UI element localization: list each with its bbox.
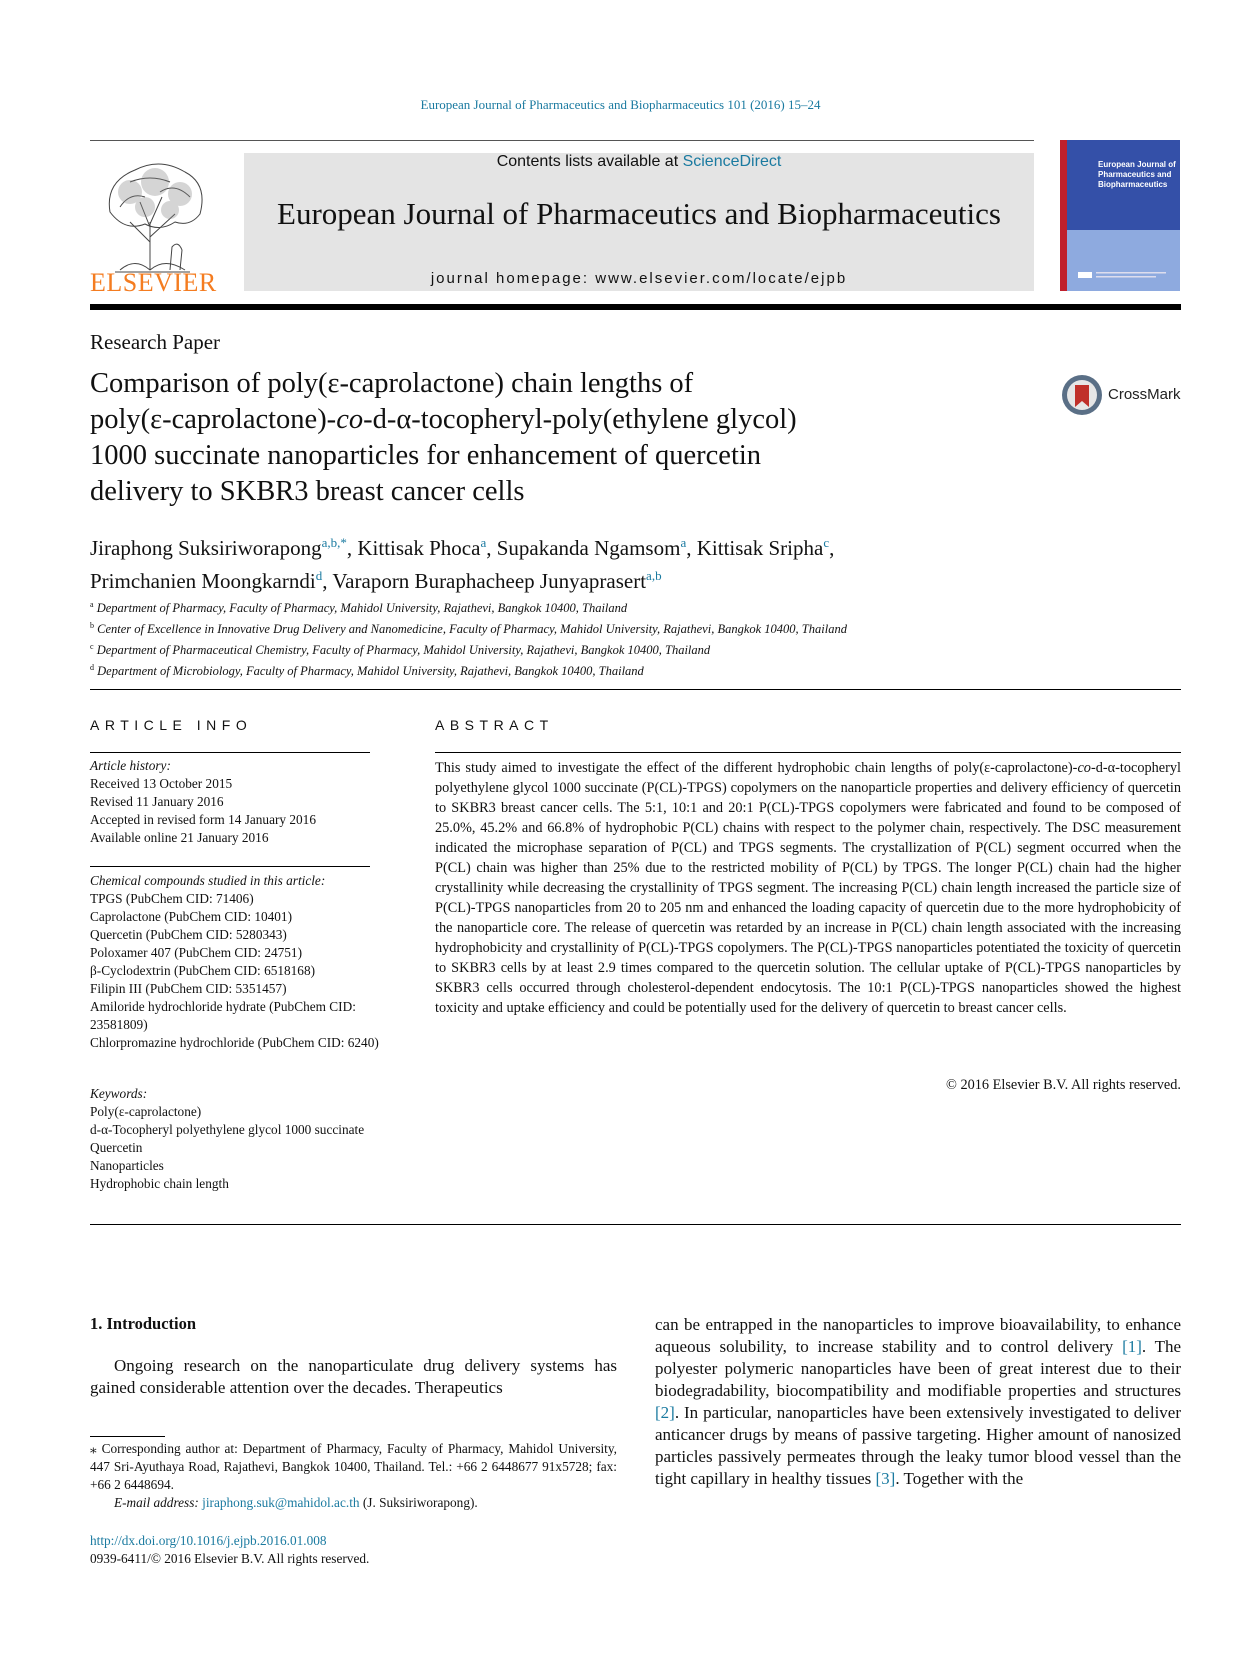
crossmark-label: CrossMark [1108, 386, 1181, 403]
journal-citation-link[interactable]: European Journal of Pharmaceutics and Biopharmaceutics 101 (2016) 15–24 [420, 97, 821, 112]
abstract-fragment-italic: co [1077, 760, 1091, 776]
contents-available-line [244, 153, 1034, 171]
affiliation-divider [90, 689, 1181, 690]
footnote-divider [90, 1436, 165, 1437]
corresponding-author-footnote: ⁎ Corresponding author at: Department of Pharmacy, Faculty of Pharmacy, Mahidol University, 447 Sri-Ayuthaya Road, Rajathevi, Bangkok 10400, Thailand. Tel.: +66 2 6448677 91x5728; fax: +66 2 6448694. [90, 1441, 617, 1492]
cover-red-stripe [1060, 140, 1067, 291]
affiliation-item [90, 617, 1190, 638]
title-line: Comparison of poly(ε-caprolactone) chain lengths of [90, 368, 694, 399]
author-separator: , [829, 536, 835, 560]
author-affiliation-marks[interactable]: a [680, 535, 687, 550]
chem-item: Caprolactone (PubChem CID: 10401) [90, 909, 293, 924]
chemical-compounds [90, 872, 380, 1052]
issn-line: 0939-6411/© 2016 Elsevier B.V. All rights reserved. [90, 1551, 370, 1566]
author-name[interactable]: Varaporn Buraphacheep Junyaprasert [332, 569, 647, 593]
affiliation-key: b [90, 621, 94, 631]
paper-title [90, 366, 970, 510]
abstract-divider [435, 752, 1181, 753]
affiliation-key: c [90, 642, 94, 652]
chem-item: TPGS (PubChem CID: 71406) [90, 891, 254, 906]
article-history [90, 757, 380, 847]
author-name[interactable]: Primchanien Moongkarndi [90, 569, 316, 593]
abstract-copyright: © 2016 Elsevier B.V. All rights reserved. [946, 1077, 1181, 1093]
author-separator: , [346, 536, 358, 560]
abstract-fragment: This study aimed to investigate the effect of the different hydrophobic chain lengths of poly(ε-caprolactone)- [435, 760, 1078, 776]
author-list [90, 529, 1190, 595]
abstract-heading: ABSTRACT [435, 717, 554, 733]
chem-item: Poloxamer 407 (PubChem CID: 24751) [90, 945, 302, 960]
history-item: Received 13 October 2015 [90, 776, 233, 791]
affiliation-item [90, 596, 1190, 617]
article-info-divider [90, 866, 370, 867]
title-fragment: poly(ε-caprolactone)- [90, 404, 337, 435]
body-divider [90, 1224, 1181, 1225]
affiliation-key: a [90, 600, 94, 609]
article-type-label: Research Paper [90, 330, 221, 354]
crossmark-icon [1060, 373, 1104, 417]
reference-link[interactable]: [2] [655, 1403, 675, 1422]
keywords-label: Keywords: [90, 1086, 148, 1101]
author-name[interactable]: Jiraphong Suksiriworapong [90, 536, 322, 560]
title-line: delivery to SKBR3 breast cancer cells [90, 476, 525, 507]
keyword-item: Quercetin [90, 1140, 143, 1155]
email-link[interactable]: jiraphong.suk@mahidol.ac.th [202, 1495, 360, 1510]
author-affiliation-marks[interactable]: c [823, 535, 830, 550]
affiliation-item [90, 659, 1190, 680]
article-info-divider [90, 752, 370, 753]
header-thick-rule [90, 304, 1181, 310]
header-divider [90, 140, 1034, 141]
intro-text: can be entrapped in the nanoparticles to improve bioavailability, to enhance aqueous solubility, to increase stability and to control delivery [655, 1315, 1181, 1356]
article-info-heading: ARTICLE INFO [90, 717, 253, 733]
affiliation-key: d [90, 663, 94, 673]
author-name[interactable]: Supakanda Ngamsom [496, 536, 681, 560]
history-label: Article history: [90, 758, 171, 773]
keyword-item: Hydrophobic chain length [90, 1176, 229, 1191]
chem-item: Chlorpromazine hydrochloride (PubChem CID: 6240) [90, 1035, 379, 1050]
affiliation-text: Department of Microbiology, Faculty of Pharmacy, Mahidol University, Rajathevi, Bangkok 10400, Thailand [97, 664, 644, 679]
affiliation-text: Department of Pharmacy, Faculty of Pharmacy, Mahidol University, Rajathevi, Bangkok 10400, Thailand [96, 601, 628, 616]
affiliation-text: Department of Pharmaceutical Chemistry, Faculty of Pharmacy, Mahidol University, Rajathevi, Bangkok 10400, Thailand [96, 643, 711, 658]
journal-name: European Journal of Pharmaceutics and Biopharmaceutics [277, 196, 1001, 231]
journal-cover-thumbnail[interactable] [1060, 140, 1180, 291]
elsevier-wordmark: ELSEVIER [90, 268, 217, 297]
intro-paragraph-left: Ongoing research on the nanoparticulate drug delivery systems has gained considerable attention over the decades. Therapeutics [90, 1356, 617, 1397]
abstract-fragment: -d-α-tocopheryl polyethylene glycol 1000 succinate (P(CL)-TPGS) copolymers on the nanoparticle properties and delivery efficiency of quercetin to SKBR3 breast cancer cells. The 5:1, 10:1 and 20:1 P(CL)-TPGS copolymers were fabricated and found to be composed of 25.0%, 45.2% and 66.8% of hydrophobic P(CL) chains with respect to the polymer chain, respectively. The DSC measurement indicated the microphase separation of P(CL) and TPGS segments. The crystallization of P(CL) segment occurred when the P(CL) chain was higher than 25% due to the restricted mobility of P(CL) by TPGS. The longer P(CL) chain had the higher crystallinity while decreasing the crystallinity of TPGS segment. The increasing P(CL) chain length increased the particle size of P(CL)-TPGS nanoparticles from 20 to 205 nm and enhanced the loading capacity of quercetin due to the more hydrophobicity of the nanoparticle core. The release of quercetin was retarded by an increase in P(CL) chain length associated with the increasing hydrophobicity and crystallinity of P(CL)-TPGS copolymers. The P(CL)-TPGS nanoparticles potentiated the toxicity of quercetin to SKBR3 cells by at least 2.9 times compared to the quercetin solution. The cellular uptake of P(CL)-TPGS nanoparticles by SKBR3 cells occurred through cholesterol-dependent endocytosis. The 10:1 P(CL)-TPGS nanoparticles showed the highest toxicity and uptake efficiency and could be potentially used for the delivery of quercetin to breast cancer cells. [435, 760, 1181, 1016]
title-fragment-italic: co [336, 404, 364, 435]
chem-item: Filipin III (PubChem CID: 5351457) [90, 981, 287, 996]
intro-paragraph-right [655, 1314, 1181, 1490]
intro-text: . Together with the [895, 1469, 1024, 1488]
history-item: Available online 21 January 2016 [90, 830, 269, 845]
title-fragment: -d-α-tocopheryl-poly(ethylene glycol) [363, 404, 797, 435]
chem-item: Amiloride hydrochloride hydrate (PubChem CID: 23581809) [90, 999, 356, 1032]
title-line [90, 402, 970, 438]
affiliation-text: Center of Excellence in Innovative Drug Delivery and Nanomedicine, Faculty of Pharmacy, Mahidol University, Rajathevi, Bangkok 10400, Thailand [97, 622, 847, 637]
chem-item: Quercetin (PubChem CID: 5280343) [90, 927, 287, 942]
title-line: 1000 succinate nanoparticles for enhancement of quercetin [90, 440, 762, 471]
author-affiliation-marks[interactable]: a [480, 535, 487, 550]
keywords [90, 1085, 380, 1193]
intro-text: . In particular, nanoparticles have been extensively investigated to deliver anticancer drugs by means of passive targeting. Higher amount of nanosized particles passively permeates through the leaky tumor blood vessel than the tight capillary in healthy tissues [655, 1403, 1181, 1488]
history-item: Accepted in revised form 14 January 2016 [90, 812, 316, 827]
keyword-item: d-α-Tocopheryl polyethylene glycol 1000 succinate [90, 1122, 365, 1137]
keyword-item: Poly(ε-caprolactone) [90, 1104, 202, 1119]
author-name[interactable]: Kittisak Sripha [696, 536, 824, 560]
sciencedirect-link[interactable]: ScienceDirect [682, 153, 782, 170]
author-affiliation-marks[interactable]: a,b [646, 568, 662, 583]
abstract-body [435, 758, 1181, 1018]
author-affiliation-marks[interactable]: a,b,* [321, 535, 347, 550]
history-item: Revised 11 January 2016 [90, 794, 224, 809]
author-separator: , [686, 536, 697, 560]
chem-item: β-Cyclodextrin (PubChem CID: 6518168) [90, 963, 316, 978]
cover-title: European Journal of Pharmaceutics and Biopharmaceutics [1098, 160, 1176, 189]
cover-fineprint [1078, 270, 1173, 282]
contents-prefix: Contents lists available at [496, 153, 683, 170]
email-suffix: (J. Suksiriworapong). [359, 1495, 478, 1510]
affiliation-item [90, 638, 1190, 659]
reference-link[interactable]: [1] [1122, 1337, 1142, 1356]
section-heading-introduction: 1. Introduction [90, 1314, 197, 1333]
author-separator: , [486, 536, 497, 560]
keyword-item: Nanoparticles [90, 1158, 164, 1173]
crossmark-button[interactable] [1060, 373, 1190, 417]
journal-homepage-link[interactable]: journal homepage: www.elsevier.com/locate/ejpb [430, 270, 848, 287]
email-footnote [90, 1494, 617, 1512]
affiliation-list [90, 596, 1190, 681]
reference-link[interactable]: [3] [875, 1469, 896, 1488]
chem-label: Chemical compounds studied in this article: [90, 873, 326, 888]
author-separator: , [322, 569, 333, 593]
intro-text: . The polyester polymeric nanoparticles have been of great interest due to their biodegradability, biocompatibility and modifiable properties and structures [655, 1337, 1182, 1400]
author-name[interactable]: Kittisak Phoca [357, 536, 481, 560]
doi-link[interactable]: http://dx.doi.org/10.1016/j.ejpb.2016.01.008 [90, 1533, 327, 1548]
email-label: E-mail address: [114, 1495, 203, 1510]
author-affiliation-marks[interactable]: d [315, 568, 323, 583]
